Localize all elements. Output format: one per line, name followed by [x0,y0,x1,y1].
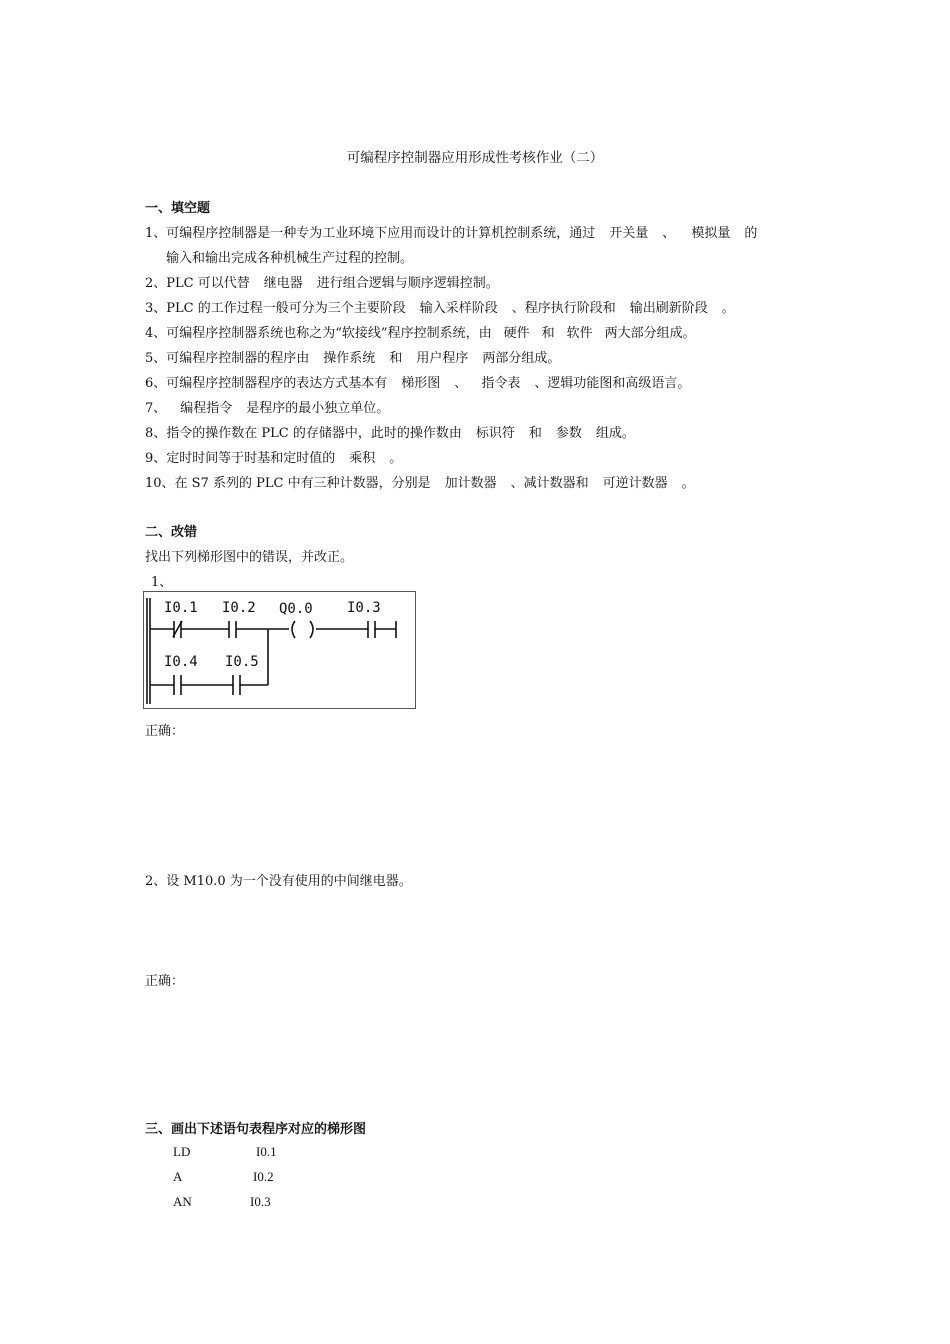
stl-operand: I0.3 [250,1194,271,1209]
correct-label-2: 正确： [145,974,185,989]
coil-label-q00: Q0.0 [279,601,313,617]
question-text: 和 [528,426,542,441]
question-10 [145,472,695,491]
contact-label-i05: I0.5 [225,654,259,670]
question-text: 的 [744,226,758,241]
question-1-line-2: 输入和输出完成各种机械生产过程的控制。 [166,251,414,266]
answer: 可逆计数器 [602,476,668,491]
question-5 [145,347,560,366]
contact-label-i03: I0.3 [347,600,381,616]
stl-op: LD [173,1144,191,1159]
question-text: 。 [721,301,735,316]
question-text: 6、可编程序控制器程序的表达方式基本有 [145,376,388,391]
question-text: 2、PLC 可以代替 [145,276,250,291]
answer: 模拟量 [691,226,731,241]
section2-intro: 找出下列梯形图中的错误，并改正。 [145,550,354,565]
answer: 操作系统 [323,351,376,366]
stl-op: A [173,1169,183,1184]
answer: 继电器 [263,276,303,291]
section3-heading: 三、画出下述语句表程序对应的梯形图 [145,1122,367,1137]
ladder-diagram-svg [144,592,417,710]
question-text: 。 [389,451,403,466]
question-text: 9、定时时间等于时基和定时值的 [145,451,336,466]
answer: 参数 [555,426,582,441]
answer: 输入采样阶段 [419,301,498,316]
question-text: 、 [662,226,676,241]
question-text: 、程序执行阶段和 [511,301,616,316]
question-text: 和 [541,326,555,341]
question-text: 7、 [145,401,167,416]
item-1-number: 1、 [151,575,173,590]
question-text: 4、可编程序控制器系统也称之为“软接线”程序控制系统，由 [145,326,492,341]
question-2 [145,272,499,291]
answer: 用户程序 [416,351,469,366]
contact-label-i04: I0.4 [164,654,198,670]
item-2: 2、设 M10.0 为一个没有使用的中间继电器。 [145,874,412,889]
answer: 乘积 [349,451,376,466]
question-text: 、 [454,376,468,391]
question-6 [145,372,690,391]
contact-label-i01: I0.1 [164,600,198,616]
answer: 开关量 [609,226,649,241]
question-text: 是程序的最小独立单位。 [246,401,390,416]
question-text: 两大部分组成。 [604,326,696,341]
question-text: 5、可编程序控制器的程序由 [145,351,310,366]
stl-operand: I0.1 [256,1144,277,1159]
question-4 [145,322,696,341]
contact-label-i02: I0.2 [222,600,256,616]
section2-heading: 二、改错 [145,525,198,540]
question-text: 1、可编程序控制器是一种专为工业环境下应用而设计的计算机控制系统，通过 [145,226,596,241]
question-text: 。 [681,476,695,491]
answer: 编程指令 [180,401,233,416]
stl-op: AN [173,1194,192,1209]
question-3 [145,297,735,316]
answer: 输出刷新阶段 [629,301,708,316]
correct-label-1: 正确： [145,724,185,739]
question-text: 8、指令的操作数在 PLC 的存储器中，此时的操作数由 [145,426,462,441]
question-9 [145,447,402,466]
ladder-diagram [143,591,416,709]
answer: 标识符 [475,426,515,441]
question-text: 和 [389,351,403,366]
question-text: 、减计数器和 [510,476,589,491]
page-title: 可编程序控制器应用形成性考核作业（二） [346,150,604,166]
question-text: 进行组合逻辑与顺序逻辑控制。 [316,276,499,291]
question-text: 两部分组成。 [482,351,561,366]
question-8 [145,422,635,441]
answer: 软件 [566,326,593,341]
question-7 [145,397,389,416]
question-text: 10、在 S7 系列的 PLC 中有三种计数器，分别是 [145,476,431,491]
answer: 梯形图 [401,376,441,391]
answer: 硬件 [503,326,530,341]
question-1-line-1 [145,222,757,241]
stl-operand: I0.2 [253,1169,274,1184]
question-text: 、逻辑功能图和高级语言。 [534,376,691,391]
answer: 指令表 [481,376,521,391]
answer: 加计数器 [444,476,497,491]
question-text: 3、PLC 的工作过程一般可分为三个主要阶段 [145,301,406,316]
question-text: 组成。 [595,426,635,441]
section1-heading: 一、填空题 [145,201,211,216]
